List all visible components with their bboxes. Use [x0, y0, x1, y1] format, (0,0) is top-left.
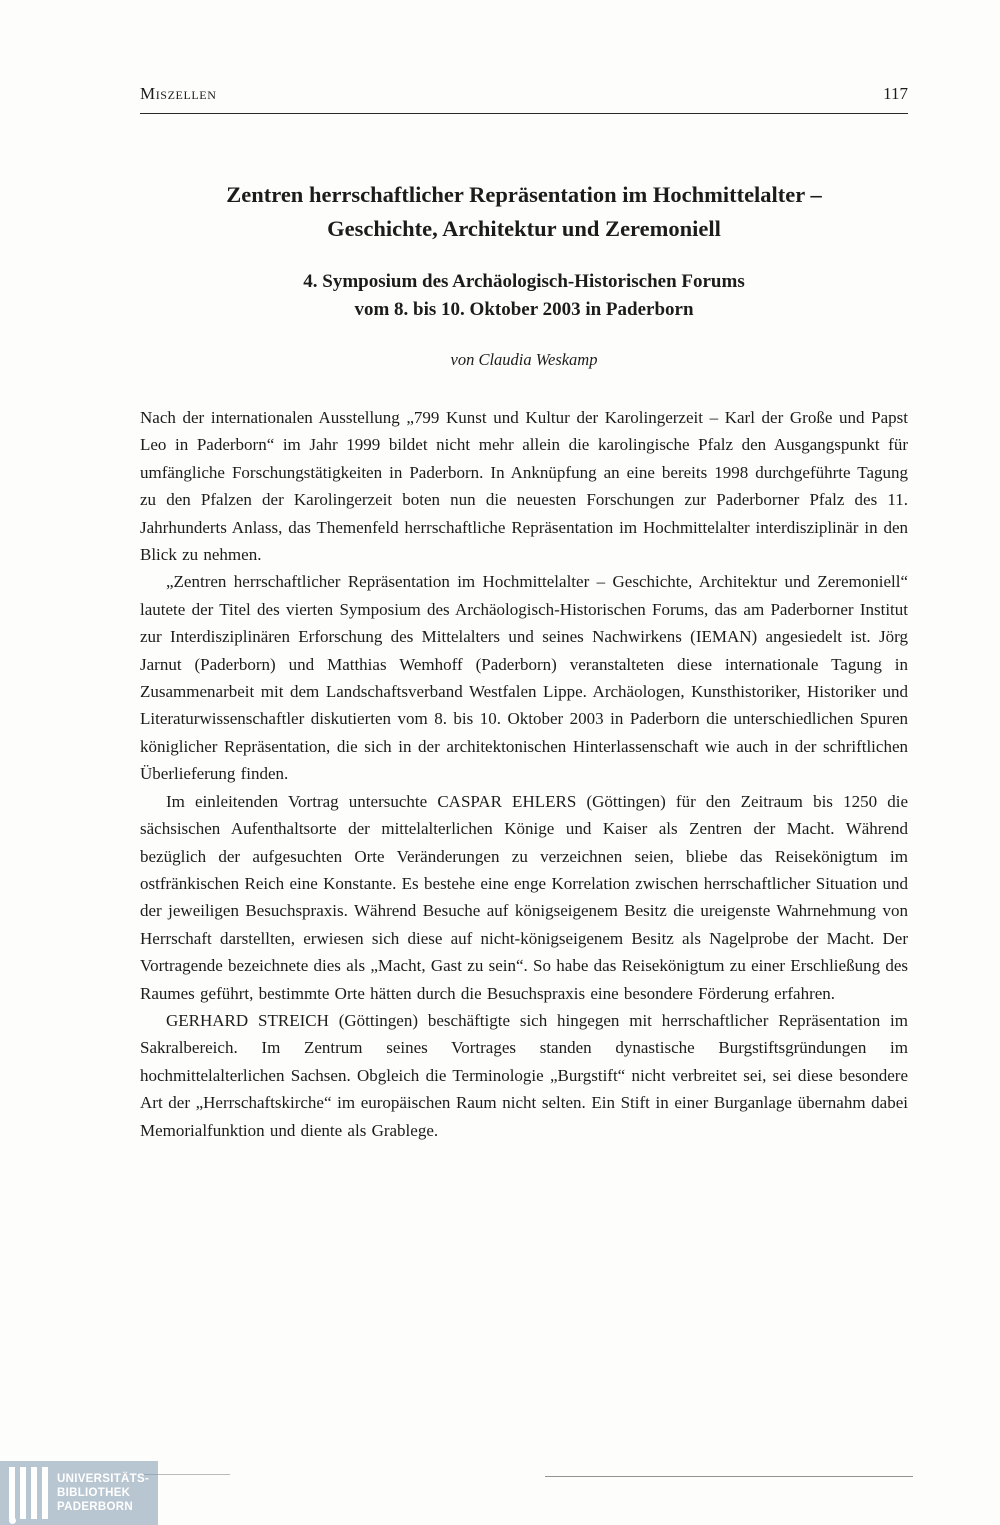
- paragraph-2: „Zentren herrschaftlicher Repräsentation im Hochmittelalter – Geschichte, Architektur und Zeremoniell“ lautete der Titel des vierten Symposium des Archäologisch-Historischen Forums, das am Paderborner Institut zur Interdisziplinären Erforschung des Mittelalters und seines Nachwirkens (IEMAN) angesiedelt ist. Jörg Jarnut (Paderborn) und Matthias Wemhoff (Paderborn) veranstalteten diese internationale Tagung in Zusammenarbeit mit dem Landschaftsverband Westfalen Lippe. Archäologen, Kunsthistoriker, Historiker und Literaturwissenschaftler diskutierten vom 8. bis 10. Oktober 2003 in Paderborn die unterschiedlichen Spuren königlicher Repräsentation, die sich in der architektonischen Hinterlassenschaft wie auch in der schriftlichen Überlieferung finden.: [140, 572, 908, 784]
- article-title-line-2: Geschichte, Architektur und Zeremoniell: [327, 216, 721, 241]
- library-stamp-line-3: PADERBORN: [57, 1501, 133, 1513]
- author-byline: von Claudia Weskamp: [450, 350, 598, 369]
- page-number: 117: [883, 84, 908, 103]
- article-title: [140, 178, 908, 246]
- library-stamp-line-1: UNIVERSITÄTS-: [57, 1473, 150, 1485]
- article-subtitle: [140, 268, 908, 324]
- library-stamp-text: [57, 1472, 149, 1514]
- paragraph-4: GERHARD STREICH (Göttingen) beschäftigte sich hingegen mit herrschaftlicher Repräsentation im Sakralbereich. Im Zentrum seines Vortrages standen dynastische Burgstiftsgründungen im hochmittelalterlichen Sachsen. Obgleich die Terminologie „Burgstift“ nicht verbreitet sei, sei diese besondere Art der „Herrschaftskirche“ im europäischen Raum nicht selten. Ein Stift in einer Burganlage übernahm dabei Memorialfunktion und diente als Grablege.: [140, 1010, 908, 1140]
- paragraph-1: Nach der internationalen Ausstellung „799 Kunst und Kultur der Karolingerzeit – Karl der Große und Papst Leo in Paderborn“ im Jahr 1999 bildet nicht mehr allein die karolingische Pfalz den Ausgangspunkt für umfängliche Forschungstätigkeiten in Paderborn. In Anknüpfung an eine bereits 1998 durchgeführte Tagung zu den Pfalzen der Karolingerzeit boten nun die neuesten Forschungen zur Paderborner Pfalz des 11. Jahrhunderts Anlass, das Themenfeld herrschaftliche Repräsentation im Hochmittelalter interdisziplinär in den Blick zu nehmen.: [140, 408, 908, 565]
- library-stamp: [0, 1461, 158, 1525]
- article-subtitle-line-1: 4. Symposium des Archäologisch-Historischen Forums: [303, 271, 745, 292]
- paragraph-3: Im einleitenden Vortrag untersuchte CASPAR EHLERS (Göttingen) für den Zeitraum bis 1250 die sächsischen Aufenthaltsorte der mittelalterlichen Könige und Kaiser als Zentren der Macht. Während bezüglich der aufgesuchten Orte Veränderungen zu verzeichnen seien, bliebe das Reisekönigtum im ostfränkischen Reich eine Konstante. Es bestehe eine enge Korrelation zwischen herrschaftlicher Situation und der jeweiligen Besuchspraxis. Während Besuche auf königseigenem Besitz die ureigenste Wahrnehmung von Herrschaft darstellten, erwiesen sich diese auf nicht-königseigenem Besitz als Nagelprobe der Macht. Der Vortragende bezeichnete dies als „Macht, Gast zu sein“. So habe das Reisekönigtum zu einer Erschließung des Raumes geführt, bestimmte Orte hätten durch die Besuchspraxis eine besondere Förderung erfahren.: [140, 791, 908, 1003]
- article-subtitle-line-2: vom 8. bis 10. Oktober 2003 in Paderborn: [354, 299, 694, 320]
- running-header: [140, 84, 908, 114]
- article-text-block: [140, 178, 908, 1144]
- article-body: [140, 404, 908, 1144]
- library-stamp-line-2: BIBLIOTHEK: [57, 1487, 131, 1499]
- library-logo-dot-icon: [9, 1517, 16, 1524]
- article-title-line-1: Zentren herrschaftlicher Repräsentation im Hochmittelalter –: [226, 182, 822, 207]
- library-logo-bars-icon: [9, 1467, 48, 1519]
- journal-section-label: Miszellen: [140, 84, 217, 103]
- scan-artifact-line: [545, 1476, 913, 1477]
